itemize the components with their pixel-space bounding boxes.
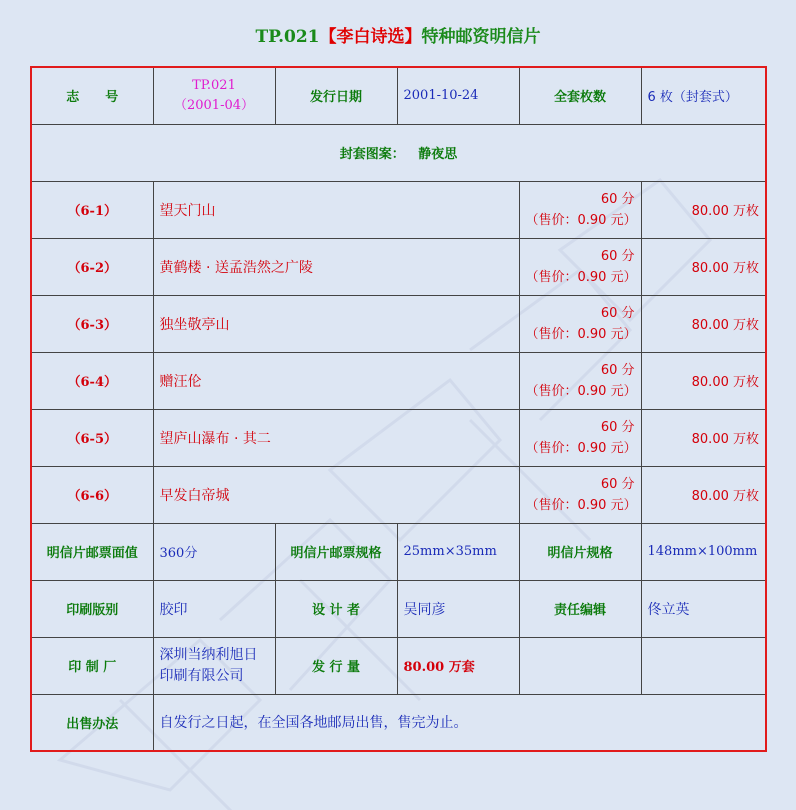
face-value: 360分 [153, 523, 275, 580]
item-face-value: 60 分 [600, 248, 635, 264]
item-qty: 80.00 万枚 [641, 181, 766, 238]
item-qty: 80.00 万枚 [641, 409, 766, 466]
item-row [31, 409, 766, 466]
item-price [519, 238, 641, 295]
item-qty: 80.00 万枚 [641, 466, 766, 523]
item-row [31, 181, 766, 238]
zhihao-code: TP.021 [192, 77, 236, 93]
header-row [31, 67, 766, 124]
title-bracket-open: 【 [319, 27, 337, 47]
set-count-value: 6 枚（封套式） [641, 67, 766, 124]
stamp-size-value: 25mm×35mm [397, 523, 519, 580]
card-size-label: 明信片规格 [519, 523, 641, 580]
title-name: 李白诗选 [336, 27, 405, 47]
issue-date-label: 发行日期 [275, 67, 397, 124]
zhihao-label: 志 号 [31, 67, 153, 124]
sale-label: 出售办法 [31, 694, 153, 751]
empty-cell [519, 637, 641, 694]
item-face-value: 60 分 [600, 305, 635, 321]
empty-cell [641, 637, 766, 694]
print-row [31, 580, 766, 637]
designer-value: 吴同彦 [397, 580, 519, 637]
set-count-label: 全套枚数 [519, 67, 641, 124]
item-qty: 80.00 万枚 [641, 295, 766, 352]
item-index: （6-5） [31, 409, 153, 466]
item-face-value: 60 分 [600, 191, 635, 207]
circulation-value: 80.00 万套 [397, 637, 519, 694]
title-bracket-close: 】 [404, 27, 422, 47]
item-name: 望天门山 [153, 181, 519, 238]
factory-value [153, 637, 275, 694]
face-value-label: 明信片邮票面值 [31, 523, 153, 580]
item-face-value: 60 分 [600, 476, 635, 492]
item-name: 赠汪伦 [153, 352, 519, 409]
cover-value: 静夜思 [418, 147, 458, 162]
item-face-value: 60 分 [600, 419, 635, 435]
circulation-label: 发 行 量 [275, 637, 397, 694]
item-name: 望庐山瀑布 · 其二 [153, 409, 519, 466]
item-price [519, 352, 641, 409]
item-qty: 80.00 万枚 [641, 238, 766, 295]
specs-row [31, 523, 766, 580]
item-price [519, 409, 641, 466]
sale-text: 自发行之日起，在全国各地邮局出售，售完为止。 [153, 694, 766, 751]
item-sale-price: （售价：0.90 元） [525, 383, 637, 399]
factory-row [31, 637, 766, 694]
item-name: 独坐敬亭山 [153, 295, 519, 352]
item-row [31, 238, 766, 295]
item-sale-price: （售价：0.90 元） [525, 440, 637, 456]
cover-cell [31, 124, 766, 181]
title-tail: 特种邮资明信片 [421, 27, 541, 47]
item-index: （6-3） [31, 295, 153, 352]
item-name: 早发白帝城 [153, 466, 519, 523]
item-face-value: 60 分 [600, 362, 635, 378]
item-sale-price: （售价：0.90 元） [525, 497, 637, 513]
cover-row [31, 124, 766, 181]
item-row [31, 466, 766, 523]
editor-value: 佟立英 [641, 580, 766, 637]
item-name: 黄鹤楼 · 送孟浩然之广陵 [153, 238, 519, 295]
item-price [519, 295, 641, 352]
title-code: TP.021 [255, 27, 320, 47]
card-size-value: 148mm×100mm [641, 523, 766, 580]
item-index: （6-4） [31, 352, 153, 409]
factory-name-line1: 深圳当纳利旭日 [159, 646, 258, 663]
editor-label: 责任编辑 [519, 580, 641, 637]
stamp-size-label: 明信片邮票规格 [275, 523, 397, 580]
item-row [31, 352, 766, 409]
item-index: （6-1） [31, 181, 153, 238]
factory-name-line2: 印刷有限公司 [159, 667, 244, 684]
item-price [519, 181, 641, 238]
stamp-info-table [30, 66, 767, 752]
item-index: （6-2） [31, 238, 153, 295]
item-qty: 80.00 万枚 [641, 352, 766, 409]
designer-label: 设 计 者 [275, 580, 397, 637]
cover-label: 封套图案： [339, 147, 405, 162]
item-sale-price: （售价：0.90 元） [525, 212, 637, 228]
print-method-label: 印刷版别 [31, 580, 153, 637]
item-sale-price: （售价：0.90 元） [525, 326, 637, 342]
sale-row [31, 694, 766, 751]
page-title [0, 22, 796, 47]
factory-label: 印 制 厂 [31, 637, 153, 694]
item-index: （6-6） [31, 466, 153, 523]
zhihao-value [153, 67, 275, 124]
item-row [31, 295, 766, 352]
print-method-value: 胶印 [153, 580, 275, 637]
item-sale-price: （售价：0.90 元） [525, 269, 637, 285]
issue-date-value: 2001-10-24 [397, 67, 519, 124]
item-price [519, 466, 641, 523]
zhihao-year: （2001-04） [173, 97, 255, 113]
